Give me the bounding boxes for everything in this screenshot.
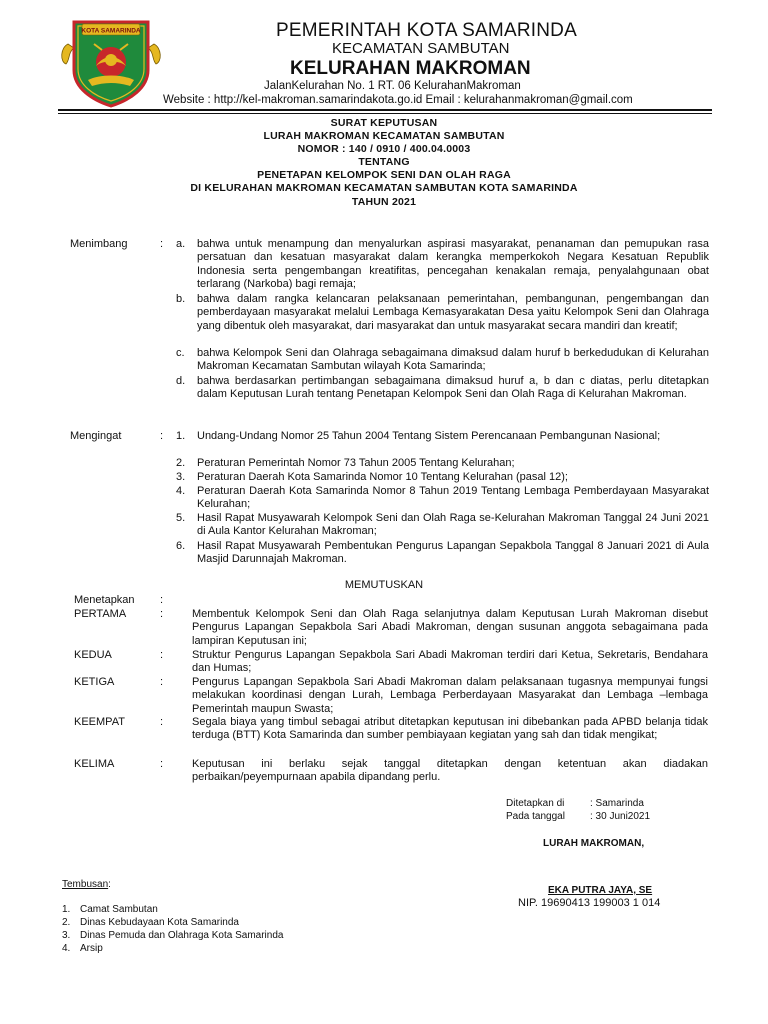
decree-tentang: TENTANG (358, 156, 410, 168)
tembusan-heading (62, 878, 111, 891)
tembusan-mark-3: 3. (62, 930, 71, 941)
menimbang-item-b: bahwa dalam rangka kelancaran pelaksanaan pemerintahan, pembangunan, pengembangan dan pemberdayaan masyarakat melalui Lembaga Kemasyarakatan Desa yaitu Kelompok Seni dan Olahraga yang dibentuk oleh masyarakat, dari masyarakat dan untuk masyarakat secara mandiri dan kreatif; (197, 293, 709, 332)
letterhead-website-email: Website : http://kel-makroman.samarindakota.go.id Email : kelurahanmakroman@gmail.com (163, 94, 633, 106)
mengingat-item-1: Undang-Undang Nomor 25 Tahun 2004 Tentang Sistem Perencanaan Pembangunan Nasional; (197, 430, 661, 442)
tembusan-mark-4: 4. (62, 943, 71, 954)
pertama-colon: : (160, 608, 164, 620)
letterhead-rule-thick (58, 109, 712, 111)
ketiga-colon: : (160, 676, 164, 688)
sign-place-label: Ditetapkan di (506, 798, 565, 809)
mengingat-item-3: Peraturan Daerah Kota Samarinda Nomor 10 Tentang Kelurahan (pasal 12); (197, 471, 568, 483)
decree-year: TAHUN 2021 (351, 196, 417, 208)
menetapkan-colon: : (160, 594, 164, 606)
ketiga-label: KETIGA (74, 676, 115, 688)
menimbang-colon: : (160, 238, 164, 250)
menetapkan-label: Menetapkan (74, 594, 135, 606)
keempat-text: Segala biaya yang timbul sebagai atribut ditetapkan keputusan ini dibebankan pada APBD belanja tidak terduga (BTT) Kota Samarinda dan sumber pembiayaan kegiatan yang sah dan tidak mengikat; (192, 716, 708, 742)
kedua-text: Struktur Pengurus Lapangan Sepakbola Sari Abadi Makroman terdiri dari Ketua, Sekretaris, Bendahara dan Humas; (192, 649, 708, 675)
sign-date-label: Pada tanggal (506, 811, 565, 822)
kelima-label: KELIMA (74, 758, 115, 770)
decree-subject: PENETAPAN KELOMPOK SENI DAN OLAH RAGA (257, 169, 511, 181)
kedua-colon: : (160, 649, 164, 661)
menimbang-mark-b: b. (176, 293, 186, 305)
decree-issuer: LURAH MAKROMAN KECAMATAN SAMBUTAN (263, 130, 505, 142)
keempat-colon: : (160, 716, 164, 728)
sign-name: EKA PUTRA JAYA, SE (548, 885, 653, 896)
mengingat-mark-1: 1. (176, 430, 186, 442)
keempat-label: KEEMPAT (74, 716, 125, 728)
mengingat-item-6: Hasil Rapat Musyawarah Pembentukan Pengurus Lapangan Sepakbola Tanggal 8 Januari 2021 di Aula Masjid Darunnajah Makroman. (197, 540, 709, 566)
menimbang-label: Menimbang (70, 238, 128, 250)
sign-title: LURAH MAKROMAN, (543, 838, 645, 849)
tembusan-item-2: Dinas Kebudayaan Kota Samarinda (80, 917, 239, 928)
mengingat-mark-6: 6. (176, 540, 186, 552)
tembusan-item-4: Arsip (80, 943, 103, 954)
menimbang-item-a: bahwa untuk menampung dan menyalurkan aspirasi masyarakat, penanaman dan pemupukan rasa persatuan dan kesatuan masyarakat dalam kerangka memperkokoh Negara Kesatuan Republik Indonesia serta pengembangan kreatifitas, pencegahan kenakalan remaja, penyalahgunaan obat terlarang (Narkoba) bagi remaja; (197, 238, 709, 291)
mengingat-mark-5: 5. (176, 512, 186, 524)
decree-number: NOMOR : 140 / 0910 / 400.04.0003 (297, 143, 471, 155)
decree-title: SURAT KEPUTUSAN (330, 117, 438, 129)
decree-location: DI KELURAHAN MAKROMAN KECAMATAN SAMBUTAN KOTA SAMARINDA (190, 182, 578, 194)
mengingat-colon: : (160, 430, 164, 442)
mengingat-mark-4: 4. (176, 485, 186, 497)
mengingat-item-2: Peraturan Pemerintah Nomor 73 Tahun 2005 Tentang Kelurahan; (197, 457, 515, 469)
tembusan-mark-1: 1. (62, 904, 71, 915)
menimbang-mark-c: c. (176, 347, 185, 359)
mengingat-label: Mengingat (70, 430, 122, 442)
menimbang-item-d: bahwa berdasarkan pertimbangan sebagaimana dimaksud huruf a, b dan c diatas, perlu ditetapkan dalam Keputusan Lurah tentang Penetapan Kelompok Seni dan Olah Raga di Kelurahan Makroman. (197, 375, 709, 401)
letterhead-address: JalanKelurahan No. 1 RT. 06 KelurahanMakroman (264, 80, 521, 92)
mengingat-item-4: Peraturan Daerah Kota Samarinda Nomor 8 Tahun 2019 Tentang Lembaga Pemberdayaan Masyarakat Kelurahan; (197, 485, 709, 511)
letterhead-district: KECAMATAN SAMBUTAN (332, 40, 510, 57)
letterhead-government: PEMERINTAH KOTA SAMARINDA (276, 20, 577, 41)
logo-text: KOTA SAMARINDA (81, 27, 141, 35)
mengingat-mark-2: 2. (176, 457, 186, 469)
mengingat-mark-3: 3. (176, 471, 186, 483)
kelima-colon: : (160, 758, 164, 770)
tembusan-item-3: Dinas Pemuda dan Olahraga Kota Samarinda (80, 930, 284, 941)
letterhead-village: KELURAHAN MAKROMAN (290, 58, 531, 79)
ketiga-text: Pengurus Lapangan Sepakbola Sari Abadi Makroman dalam pelaksanaan tugasnya mempunyai fungsi melakukan koordinasi dengan Lurah, Lembaga Perberdayaan Masyarakat dan Lembaga –lembaga Pemerintah maupun Swasta; (192, 676, 708, 715)
tembusan-mark-2: 2. (62, 917, 71, 928)
sign-date-value: : 30 Juni2021 (590, 811, 651, 822)
menimbang-mark-d: d. (176, 375, 186, 387)
sign-place-value: : Samarinda (590, 798, 644, 809)
menimbang-item-c: bahwa Kelompok Seni dan Olahraga sebagaimana dimaksud dalam huruf b berkedudukan di Kelurahan Makroman Kecamatan Sambutan wilayah Kota Samarinda; (197, 347, 709, 373)
tembusan-colon: : (108, 879, 111, 890)
pertama-label: PERTAMA (74, 608, 127, 620)
kelima-text: Keputusan ini berlaku sejak tanggal ditetapkan dengan ketentuan akan diadakan perbaikan/peyempurnaan apabila dipandang perlu. (192, 758, 708, 784)
mengingat-item-5: Hasil Rapat Musyawarah Kelompok Seni dan Olah Raga se-Kelurahan Makroman Tanggal 24 Juni 2021 di Aula Kantor Kelurahan Makroman; (197, 512, 709, 538)
pertama-text: Membentuk Kelompok Seni dan Olah Raga selanjutnya dalam Keputusan Lurah Makroman disebut Pengurus Lapangan Sepakbola Sari Abadi Makroman, dengan susunan anggota sebagaimana pada lampiran Keputusan ini; (192, 608, 708, 647)
kedua-label: KEDUA (74, 649, 112, 661)
sign-nip: NIP. 19690413 199003 1 014 (518, 897, 661, 909)
menimbang-mark-a: a. (176, 238, 186, 250)
tembusan-label: Tembusan (62, 879, 109, 890)
letterhead-rule-thin (58, 113, 712, 114)
tembusan-item-1: Camat Sambutan (80, 904, 158, 915)
kota-samarinda-logo (58, 14, 164, 108)
memutuskan-heading: MEMUTUSKAN (344, 579, 424, 591)
